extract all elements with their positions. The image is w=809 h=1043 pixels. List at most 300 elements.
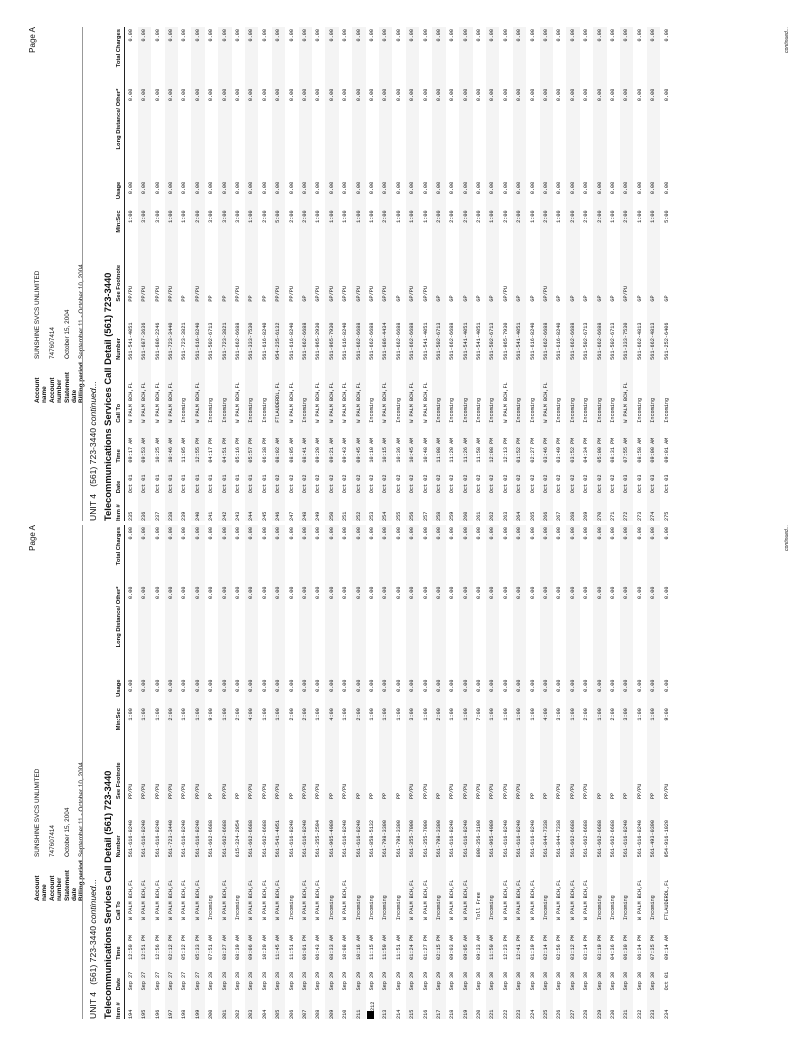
table-cell: Oct 02 [395,474,402,494]
table-cell: 561-616-8240 [459,799,472,857]
page-label: Page A [28,525,37,551]
table-cell: 0.00 [406,525,419,585]
table-cell: Oct 02 [459,463,472,494]
table-cell: 03:46 PM [540,423,553,463]
table-cell: GP [556,295,563,302]
table-cell: Oct 03 [636,474,643,494]
table-cell: GP [609,295,616,302]
table-cell: 08:05 AM [288,437,295,463]
table-cell: 0.00 [299,525,312,585]
table-cell: 0.00 [138,180,151,209]
table-cell: 561-798-3300 [395,819,402,858]
table-cell: PP/PU [261,783,268,800]
account-info-label: Statement date [63,372,79,403]
table-cell: 10:36 AM [395,437,402,463]
table-cell: 2:00 [432,208,445,244]
table-cell: 1:00 [529,210,536,223]
table-cell: Incoming [609,397,616,423]
table-cell: 0.00 [486,27,499,87]
table-cell: 250 [325,493,338,521]
table-row [312,27,325,521]
table-cell: 0.00 [406,677,419,706]
table-cell: 0.00 [368,679,375,692]
table-cell: 1:00 [261,708,268,721]
table-cell: 248 [299,493,312,521]
table-cell: 10:08 AM [342,934,349,960]
table-row [232,525,245,1019]
table-cell: 251 [342,511,349,521]
table-cell: Sep 30 [502,971,509,991]
table-cell: Oct 02 [566,463,579,494]
table-cell: 1:00 [127,210,134,223]
table-row [660,525,673,1019]
table-cell: W PALM BCH,FL [235,382,242,423]
table-cell: 0.00 [352,585,365,678]
table-cell: 0.00 [342,679,349,692]
table-cell: 225 [540,990,553,1019]
table-cell: Incoming [368,895,375,921]
table-cell: PP/PU [127,783,134,800]
table-cell: 561-844-7338 [556,819,563,858]
table-row [178,525,191,1019]
column-header: Number [116,799,124,857]
table-cell: PP/PU [218,742,231,799]
table-cell: 0.00 [218,677,231,706]
table-cell: 222 [502,1009,509,1019]
table-cell: 0.00 [368,181,375,195]
table-cell: 561-616-8240 [529,819,536,858]
unit-phone: (561) 723-3440 [88,925,98,985]
table-cell: GP/PU [422,286,429,302]
table-cell: 258 [432,493,445,521]
table-cell: 0.00 [422,181,429,195]
table-cell: 2:00 [502,210,509,223]
table-row [352,525,365,1019]
table-cell: 10:15 AM [379,423,392,463]
table-cell: 0.00 [486,180,499,209]
column-header: Usage [116,677,124,706]
table-cell: GP [476,295,483,302]
table-cell: 0.00 [529,679,536,692]
table-cell: 2:00 [566,208,579,244]
table-cell: Oct 01 [127,474,134,494]
call-detail-table [116,525,674,1019]
table-cell: 1:00 [556,210,563,223]
table-cell: 12:55 PM [191,423,204,463]
table-cell: 271 [609,511,616,521]
table-cell: PP [261,295,268,302]
table-cell: 02:15 PM [432,920,445,960]
table-cell: 561-502-6713 [583,322,590,360]
table-cell: W PALM BCH,FL [459,857,472,920]
table-cell: 1:00 [368,210,375,223]
table-cell: Oct 02 [449,474,456,494]
table-cell: 5:00 [663,210,670,223]
table-cell: 04:17 PM [208,437,215,463]
table-cell: Incoming [593,857,606,920]
table-cell: 0.00 [208,181,215,195]
table-cell: 0.00 [583,29,590,42]
table-cell: 9:00 [663,708,670,721]
account-info-label: Billing period [78,860,86,901]
table-cell: 561-355-7000 [422,819,429,858]
column-header: Total Charges [116,525,124,585]
table-row [620,525,633,1019]
table-cell: 2:00 [513,208,526,244]
header-divider [82,27,83,521]
table-cell: 08:33 AM [325,920,338,960]
table-cell: 0.00 [406,180,419,209]
table-cell: 561-723-3821 [218,302,231,360]
table-row [540,525,553,1019]
table-cell: W PALM BCH,FL [583,879,590,921]
table-cell: 201 [218,990,231,1019]
table-cell: W PALM BCH,FL [502,382,509,423]
table-cell: 0.00 [449,88,456,102]
table-cell: 1:00 [513,706,526,742]
table-row [165,525,178,1019]
table-cell: 0.00 [352,87,365,180]
table-cell: Incoming [395,895,402,921]
table-cell: 09:33 AM [476,934,483,960]
table-cell: 1:00 [138,706,151,742]
table-cell: 0.00 [540,180,553,209]
table-cell: GP [395,295,402,302]
table-cell: PP/PU [154,783,161,800]
table-cell: Incoming [620,857,633,920]
table-cell: 0.00 [449,29,456,42]
table-cell: W PALM BCH,FL [502,879,509,921]
table-cell: 256 [406,493,419,521]
table-cell: 260 [459,493,472,521]
table-cell: 0.00 [663,88,670,102]
table-cell: Incoming [208,397,215,423]
table-cell: 03:19 PM [593,920,606,960]
table-cell: 01:52 PM [513,423,526,463]
table-cell: 0.00 [476,88,483,102]
table-cell: 0.00 [556,527,563,540]
table-row [633,27,646,521]
table-cell: 5:00 [272,208,285,244]
table-cell: 0.00 [315,586,322,599]
table-cell: 0.00 [476,679,483,692]
table-cell: PP/PU [476,783,483,800]
table-cell: 0.00 [513,677,526,706]
table-row [580,27,593,521]
table-cell: 561-541-4051 [272,799,285,857]
table-cell: 0.00 [636,88,643,102]
table-row [419,525,432,1019]
unit-name: UNIT 4 [88,493,98,521]
table-cell: 12:13 PM [502,437,509,463]
table-cell: PP/PU [191,742,204,799]
table-cell: PP/PU [556,783,563,800]
table-cell: 0.00 [181,88,188,102]
redaction-block [367,1011,374,1019]
table-cell: PP [529,792,536,800]
table-cell: 0.00 [395,586,402,599]
table-cell: PP/PU [245,742,258,799]
table-cell: 270 [593,493,606,521]
table-cell: PP/PU [502,783,509,800]
table-cell: PP/PU [272,742,285,799]
table-cell: PP [593,742,606,799]
table-cell: Oct 02 [368,474,375,494]
table-cell: Oct 01 [154,474,161,494]
table-cell: Incoming [368,397,375,423]
table-row [526,525,539,1019]
table-cell: 0.00 [138,87,151,180]
table-cell: Sep 28 [299,960,312,991]
table-cell: 0.00 [449,679,456,692]
table-cell: W PALM BCH,FL [261,879,268,921]
table-cell: 3:00 [556,708,563,721]
table-cell: 11:50 AM [486,920,499,960]
table-cell: 0.00 [593,27,606,87]
table-cell: GP [663,295,670,302]
table-cell: 561-616-8240 [127,819,134,858]
table-row [566,27,579,521]
table-cell: 0.00 [352,677,365,706]
table-cell: 561-355-7000 [406,799,419,857]
table-cell: 2:00 [449,210,456,223]
table-cell: Incoming [566,360,579,423]
table-cell: 05:32 PM [181,934,188,960]
table-cell: 0.00 [191,525,204,585]
table-cell: 561-662-6688 [235,322,242,360]
table-cell: 561-662-6688 [593,799,606,857]
table-cell: 0.00 [138,585,151,678]
table-cell: 0.00 [315,88,322,102]
table-cell: 0.00 [593,677,606,706]
table-row [459,525,472,1019]
table-cell: W PALM BCH,FL [315,879,322,921]
table-cell: W PALM BCH,FL [299,857,312,920]
table-cell: 11:15 AM [368,934,375,960]
table-cell: 561-616-8240 [288,322,295,360]
table-cell: 0.00 [422,88,429,102]
table-cell: 0.00 [315,29,322,42]
table-cell: PP/PU [235,286,242,302]
table-cell: Sep 30 [486,960,499,991]
table-cell: 1:00 [342,708,349,721]
account-info-value: September 11 - October 10, 2004 [78,264,86,359]
table-cell: W PALM BCH,FL [191,360,204,423]
section-title: Telecommunications Services Call Detail (561) 723-3440 [102,272,113,521]
table-cell: 0.00 [609,586,616,599]
table-cell: Sep 29 [315,971,322,991]
table-cell: 08:31 PM [609,437,616,463]
table-cell: 06:38 PM [261,437,268,463]
table-cell: 228 [583,1009,590,1019]
table-cell: 0.00 [299,87,312,180]
table-cell: 229 [593,990,606,1019]
table-cell: 08:41 AM [299,423,312,463]
table-cell: 0.00 [476,29,483,42]
table-cell: 0.00 [593,87,606,180]
table-cell: Sep 28 [218,960,231,991]
table-cell: 561-798-3300 [432,799,445,857]
table-cell: 0.00 [181,181,188,195]
table-cell: 0.00 [432,87,445,180]
table-cell: 561-616-8240 [342,819,349,858]
table-row [446,27,459,521]
table-cell: 0.00 [636,586,643,599]
table-cell: W PALM BCH,FL [379,360,392,423]
table-cell: 0.00 [540,585,553,678]
table-cell: 239 [181,511,188,521]
table-cell: 249 [315,511,322,521]
table-cell: 214 [395,1009,402,1019]
table-cell: 0.00 [593,180,606,209]
table-cell: Sep 27 [154,971,161,991]
table-cell: PP/PU [299,742,312,799]
table-cell: 10:16 AM [352,920,365,960]
table-cell: 3:00 [406,706,419,742]
table-cell: 0.00 [342,88,349,102]
table-cell: 0.00 [529,88,536,102]
table-cell: 0.00 [422,527,429,540]
table-row [607,27,620,521]
table-cell: 266 [540,493,553,521]
table-cell: 0.00 [459,87,472,180]
table-cell: 11:20 AM [449,437,456,463]
table-cell: PP/PU [191,244,204,301]
table-cell: 0.00 [245,525,258,585]
table-cell: 0.00 [459,585,472,678]
table-row [647,27,660,521]
table-cell: 0.00 [663,29,670,42]
table-cell: 08:58 AM [636,437,643,463]
table-cell: FTLAUDERDL,FL [663,879,670,921]
table-cell: 1:00 [395,210,402,223]
table-cell: 1:00 [486,706,499,742]
table-cell: Sep 28 [272,960,285,991]
table-row [272,27,285,521]
table-cell: 235 [127,511,134,521]
table-row [486,525,499,1019]
table-row [366,525,379,1019]
table-cell: W PALM BCH,FL [513,857,526,920]
table-cell: PP/PU [513,742,526,799]
column-header: Min:Sec [116,208,124,244]
table-cell: 267 [556,511,563,521]
table-cell: 0.00 [261,586,268,599]
table-cell: 0.00 [165,525,178,585]
table-cell: PP [208,295,215,302]
table-cell: 10:20 AM [261,934,268,960]
table-cell: W PALM BCH,FL [636,879,643,921]
table-cell: Incoming [486,360,499,423]
table-cell: Oct 02 [529,474,536,494]
table-cell: 06:34 PM [636,934,643,960]
table-cell: 12:08 PM [486,423,499,463]
table-cell: 2:00 [261,210,268,223]
table-cell: 224 [529,1009,536,1019]
table-cell: PP [288,792,295,800]
table-cell: 09:01 AM [663,437,670,463]
table-row [593,525,606,1019]
table-cell: 0.00 [459,525,472,585]
table-cell: PP [395,792,402,800]
unit-phone: (561) 723-3440 [88,427,98,487]
table-cell: 561-686-2246 [154,322,161,360]
table-cell: 3:00 [138,208,151,244]
table-row [593,27,606,521]
account-info-label: Account number [48,875,64,901]
table-cell: 0.00 [609,88,616,102]
table-cell: 561-662-6688 [395,322,402,360]
table-cell: W PALM BCH,FL [529,879,536,921]
table-cell: PP/PU [315,783,322,800]
table-cell: 1:00 [181,708,188,721]
table-cell: 0.00 [529,586,536,599]
table-cell: 561-616-8240 [181,819,188,858]
table-cell: W PALM BCH,FL [138,857,151,920]
table-row [406,525,419,1019]
table-cell: Sep 30 [620,960,633,991]
table-cell: GP/PU [325,244,338,301]
table-cell: 10:25 AM [154,437,161,463]
table-cell: 02:27 PM [529,437,536,463]
table-cell: 561-662-6688 [583,819,590,858]
table-cell: Oct 01 [245,463,258,494]
table-cell: 0.00 [540,27,553,87]
table-cell: 0.00 [235,88,242,102]
table-cell: W PALM BCH,FL [325,360,338,423]
table-row [459,27,472,521]
table-cell: GP [566,244,579,301]
table-row [285,525,298,1019]
table-row [660,27,673,521]
table-cell: 0.00 [647,677,660,706]
table-cell: 0.00 [245,87,258,180]
table-cell: 0.00 [235,181,242,195]
column-header: Usage [116,180,124,209]
table-cell: 272 [620,493,633,521]
table-cell: Sep 30 [459,960,472,991]
table-cell: 11:51 AM [288,934,295,960]
table-cell: W PALM BCH,FL [181,879,188,921]
table-cell: 0.00 [208,88,215,102]
table-cell: 0.00 [352,180,365,209]
table-cell: 04:34 PM [583,437,590,463]
table-cell: PP/PU [636,783,643,800]
table-cell: 227 [566,990,579,1019]
table-cell: 561-662-6688 [261,819,268,858]
table-cell: 0.00 [502,88,509,102]
table-cell: Incoming [395,397,402,423]
table-cell: 561-965-7930 [502,322,509,360]
table-cell: 0.00 [368,586,375,599]
table-cell: 0.00 [342,29,349,42]
table-cell: 0.00 [529,181,536,195]
table-cell: PP [368,792,375,800]
table-cell: 210 [342,1009,349,1019]
table-cell: Oct 01 [663,971,670,991]
table-cell: 10:48 AM [422,437,429,463]
table-cell: Oct 02 [352,463,365,494]
table-cell: 0.00 [208,586,215,599]
table-cell: 06:30 PM [620,920,633,960]
table-cell: 0.00 [422,586,429,599]
column-header: See Footnote [116,244,124,301]
table-cell: Incoming [647,360,660,423]
table-cell: 0.00 [288,586,295,599]
table-cell: 237 [154,511,161,521]
table-cell: 0.00 [406,87,419,180]
table-row [138,525,151,1019]
